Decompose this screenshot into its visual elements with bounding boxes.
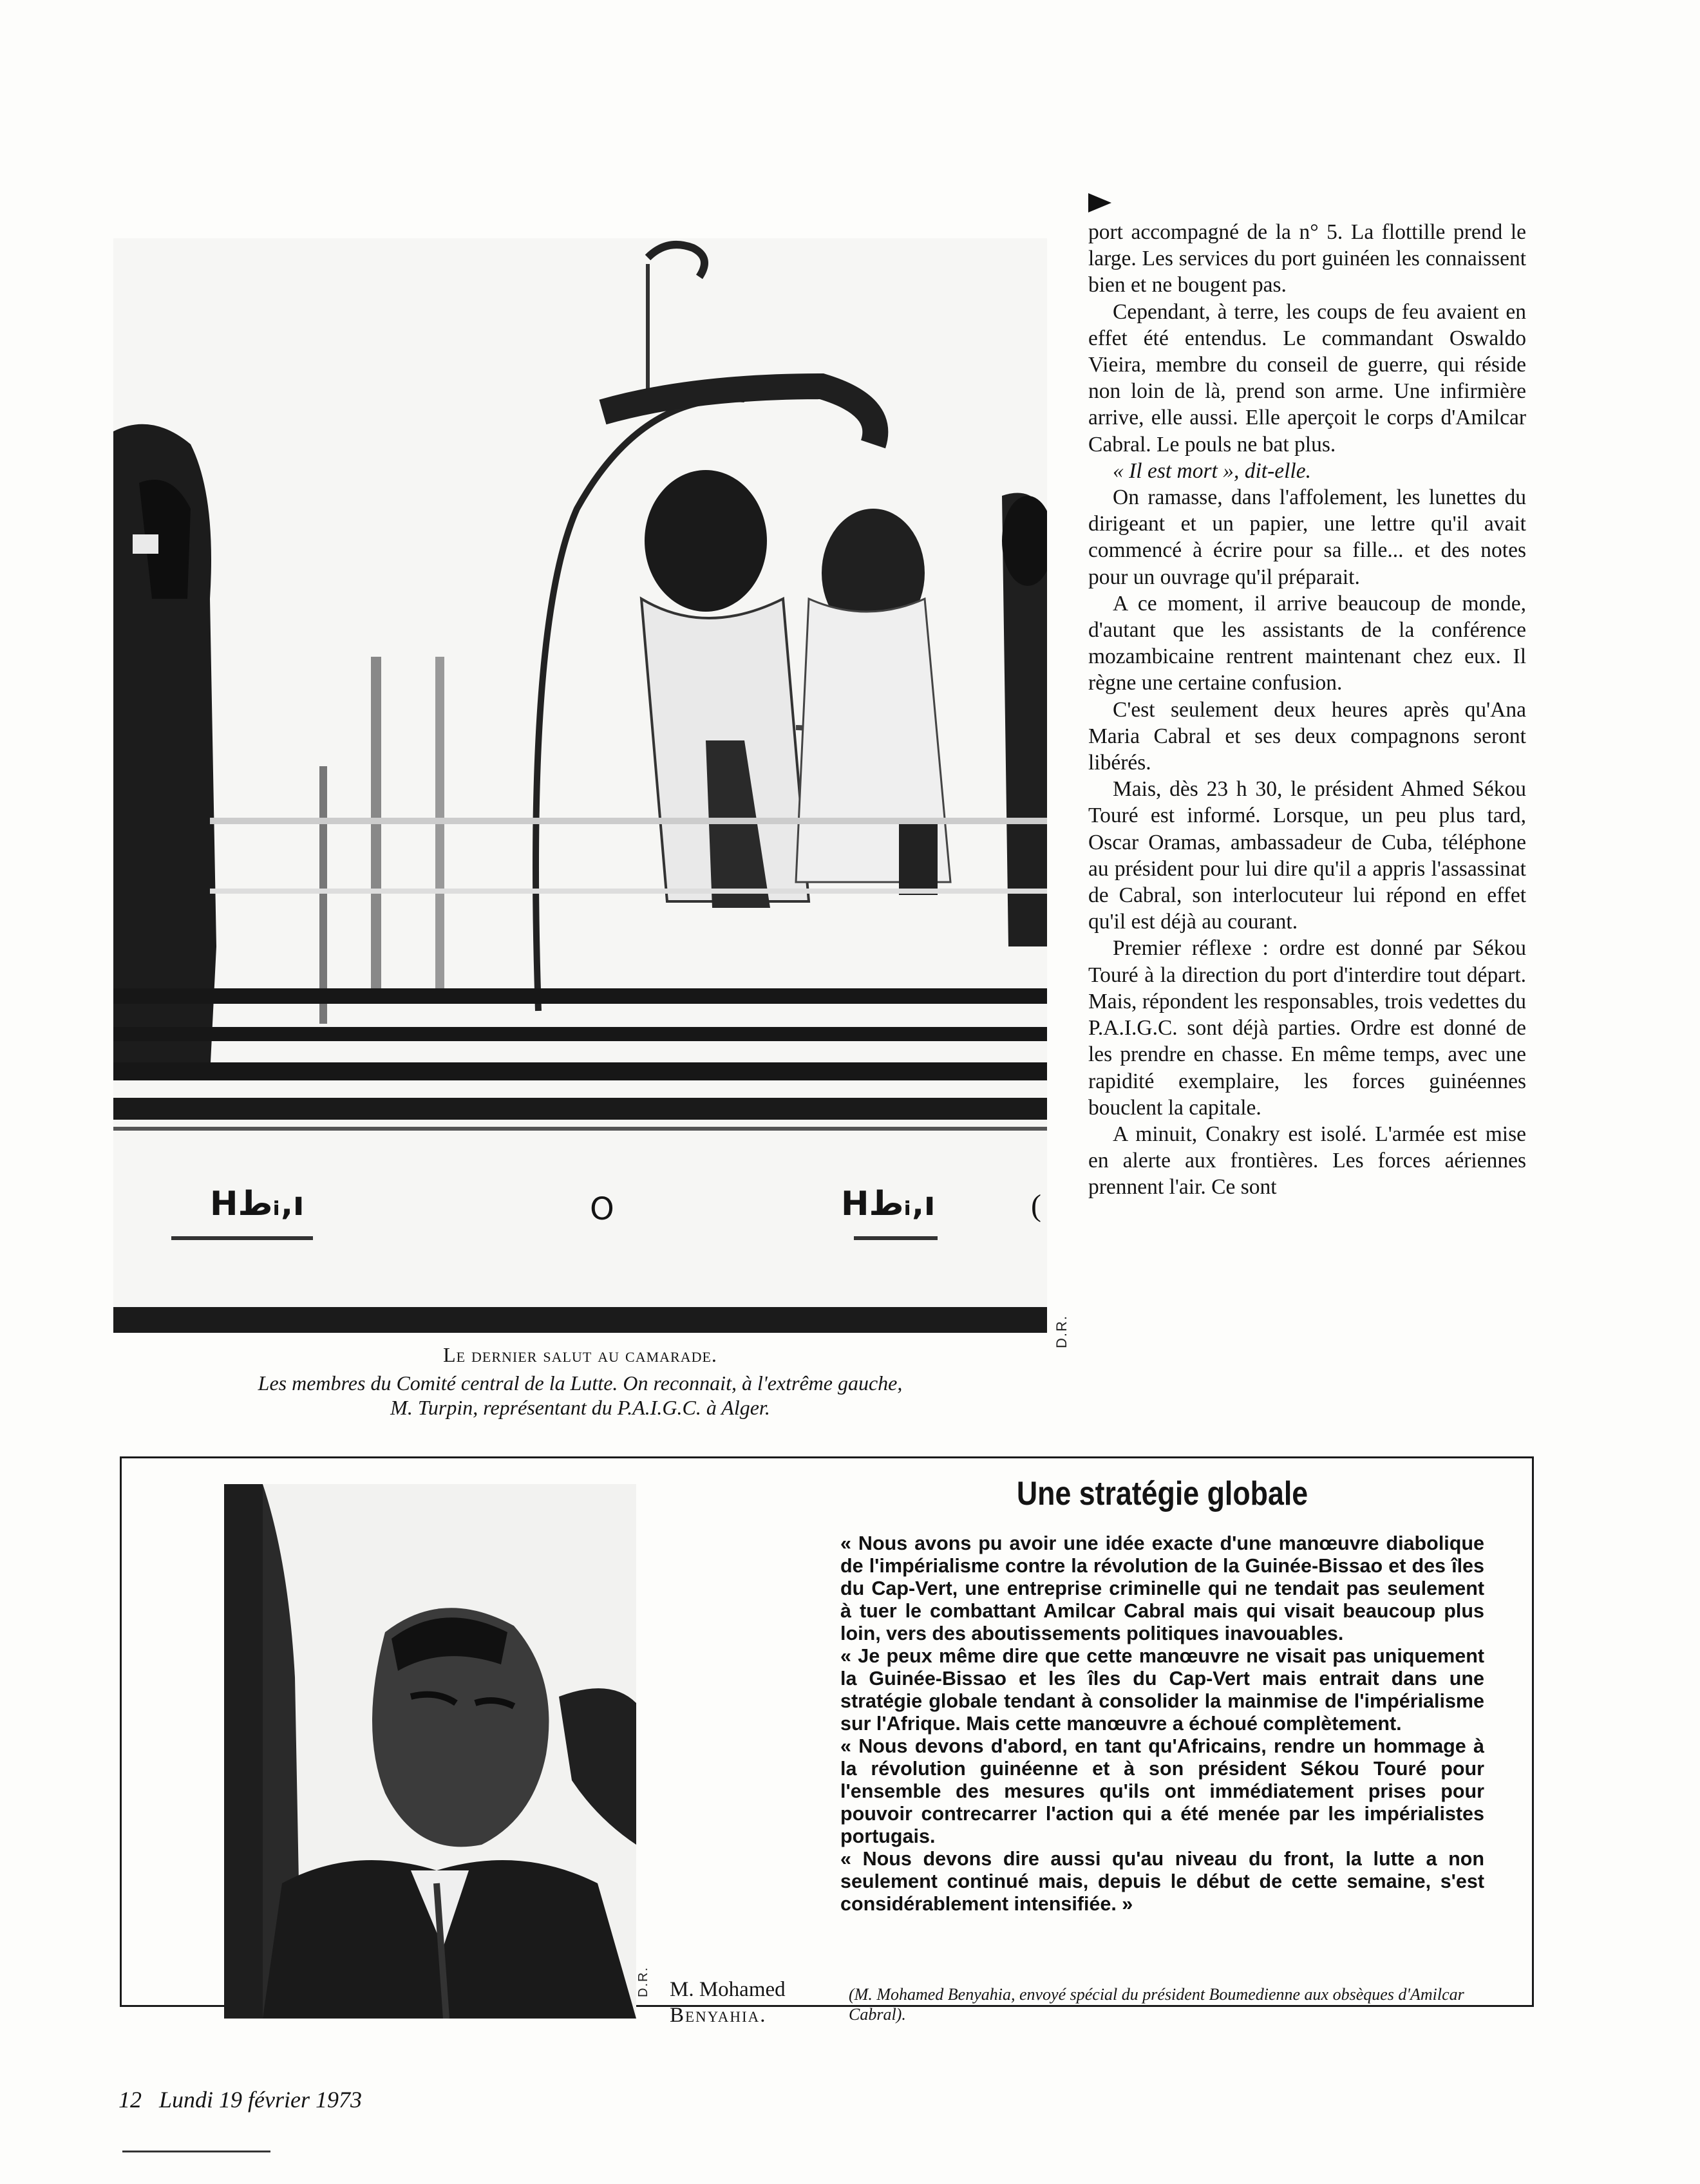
photo-caption [113,1343,1047,1420]
article-paragraph: port accompagné de la n° 5. La flottille prend le large. Les services du port guinéen les connaissent bien et ne bougent pas. [1088,220,1526,297]
inset-photo [224,1484,636,2019]
page-number: 12 [118,2087,142,2113]
article-paragraph: Mais, dès 23 h 30, le président Ahmed Sékou Touré est informé. Lorsque, un peu plus tard, Oscar Oramas, ambassadeur de Cuba, téléphone au président pour lui dire qu'il a appris l'assassinat de Cabral, son interlocuteur lui répond en effet qu'il est déjà au courant. [1088,777,1526,934]
inset-paragraph: « Nous devons d'abord, en tant qu'Africains, rendre un hommage à la révolution guinéenne et à son président Sékou Touré pour l'ensemble des mesures qu'ils ont immédiatement prises pour pouvoir contrecarrer l'action qui a été menée par les impérialistes portugais. [840,1735,1484,1847]
bus-lettering-center: O [590,1191,614,1227]
bus-lettering-right: Hطᵢ‚ı [841,1185,936,1223]
article-column-right [1088,219,1526,1201]
inset-photo-credit: D.R. [636,1966,650,1997]
caption-title: Le dernier salut au camarade. [443,1343,717,1366]
page-footer [118,2086,362,2113]
inset-attribution: (M. Mohamed Benyahia, envoyé spécial du président Boumedienne aux obsèques d'Amilcar Cabral). [849,1985,1464,2024]
main-photo-credit: D.R. [1053,1315,1070,1348]
inset-photo-caption-line: M. Mohamed [670,1978,786,2001]
inset-photo-image [224,1484,636,2019]
continuation-arrow-icon [1088,193,1111,212]
issue-date: Lundi 19 février 1973 [159,2087,362,2113]
main-photo [113,238,1047,1333]
footer-rule [122,2151,270,2152]
article-paragraph: A ce moment, il arrive beaucoup de monde, d'autant que les assistants de la conférence mozambicaine rentrent maintenant chez eux. Il règne une certaine confusion. [1088,591,1526,695]
inset-body [840,1532,1484,1916]
inset-photo-caption-line: Benyahia. [670,2004,767,2027]
inset-photo-caption [670,1977,786,2028]
article-paragraph: On ramasse, dans l'affolement, les lunettes du dirigeant et un papier, une lettre qu'il avait commencé à écrire pour sa fille... et des notes pour un ouvrage qu'il préparait. [1088,485,1526,589]
article-paragraph: C'est seulement deux heures après qu'Ana Maria Cabral et ses deux compagnons seront libérés. [1088,697,1526,775]
main-photo-image [113,238,1047,1333]
inset-paragraph: « Je peux même dire que cette manœuvre ne visait pas uniquement la Guinée-Bissao et les îles du Cap-Vert mais entrait dans une stratégie globale tendant à consolider la mainmise de l'impérialisme sur l'Afrique. Mais cette manœuvre a échoué complètement. [840,1645,1484,1735]
bus-lettering-edge: ( [1031,1189,1041,1223]
inset-title: Une stratégie globale [1016,1475,1308,1512]
caption-line: M. Turpin, représentant du P.A.I.G.C. à Alger. [390,1396,770,1419]
article-paragraph: Premier réflexe : ordre est donné par Sékou Touré à la direction du port d'interdire tout départ. Mais, répondent les responsables, trois vedettes du P.A.I.G.C. sont déjà parties. Ordre est donné de les prendre en chasse. En même temps, avec une rapidité exemplaire, les forces guinéennes bouclent la capitale. [1088,936,1526,1120]
inset-paragraph: « Nous devons dire aussi qu'au niveau du front, la lutte a non seulement continué mais, depuis le début de cette semaine, s'est considérablement intensifiée. » [840,1848,1484,1915]
article-paragraph: « Il est mort », dit-elle. [1113,458,1311,483]
bus-lettering-left: Hطᵢ‚ı [210,1185,305,1223]
article-paragraph: Cependant, à terre, les coups de feu avaient en effet été entendus. Le commandant Oswaldo Vieira, membre du conseil de guerre, qui réside non loin de là, prend son arme. Une infirmière arrive, elle aussi. Elle aperçoit le corps d'Amilcar Cabral. Le pouls ne bat plus. [1088,299,1526,457]
inset-paragraph: « Nous avons pu avoir une idée exacte d'une manœuvre diabolique de l'impérialisme contre la révolution de la Guinée-Bissao et des îles du Cap-Vert, une entreprise criminelle qui ne tendait pas seulement à tuer le combattant Amilcar Cabral mais qui visait beaucoup plus loin, vers des aboutissements politiques inavouables. [840,1532,1484,1644]
caption-line: Les membres du Comité central de la Lutte. On reconnait, à l'extrême gauche, [258,1371,903,1395]
article-paragraph: A minuit, Conakry est isolé. L'armée est mise en alerte aux frontières. Les forces aériennes prennent l'air. Ce sont [1088,1122,1526,1200]
